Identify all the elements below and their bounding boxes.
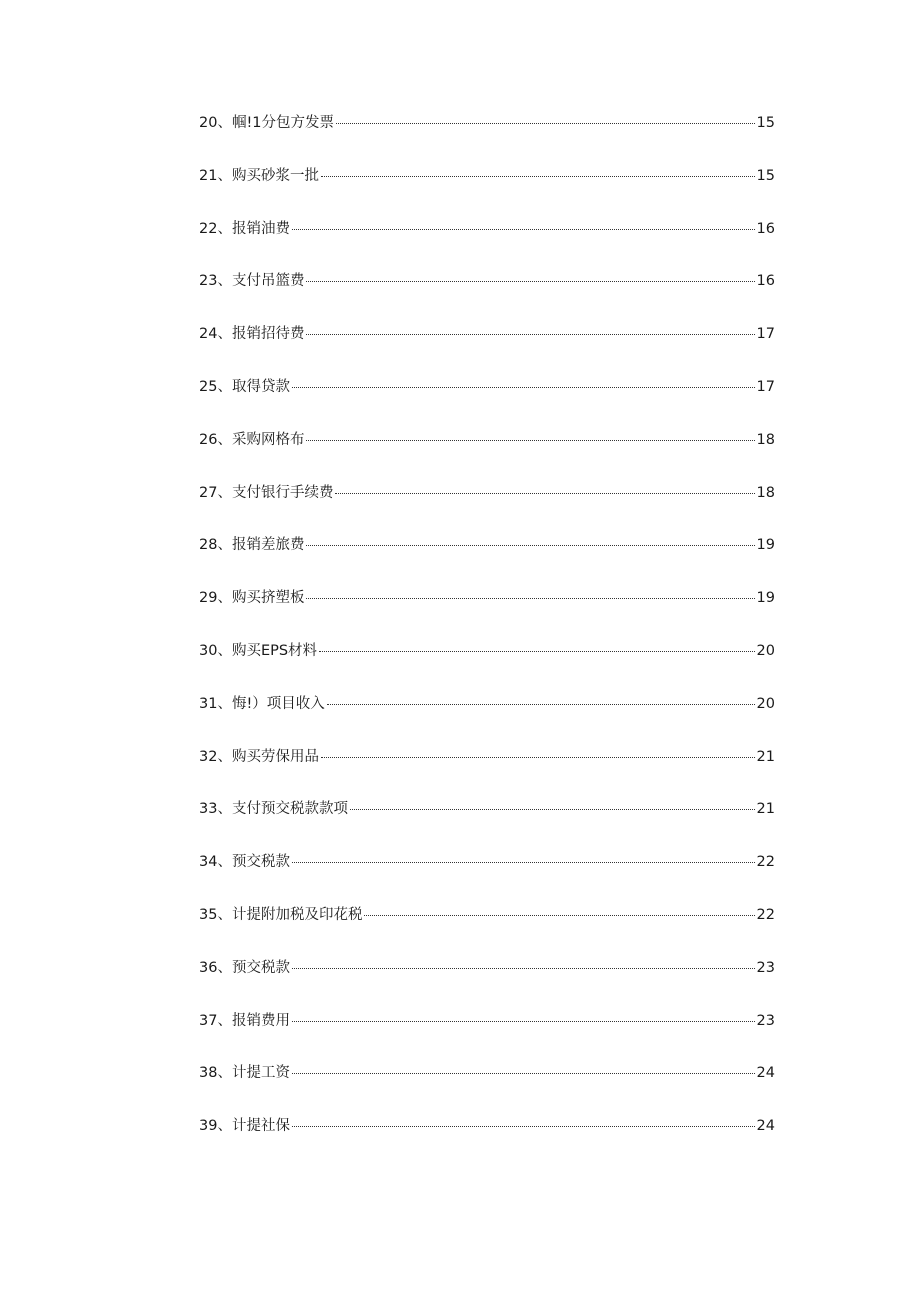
toc-entry-page: 17 xyxy=(756,326,775,343)
toc-entry[interactable] xyxy=(199,372,775,425)
toc-dot-leader xyxy=(292,387,755,388)
toc-entry-page: 18 xyxy=(756,431,775,448)
toc-entry-title: 32、购买劳保用品 xyxy=(199,748,319,765)
toc-entry-title: 34、预交税款 xyxy=(199,854,290,871)
toc-entry-title: 24、报销招待费 xyxy=(199,326,305,343)
toc-entry-title: 28、报销差旅费 xyxy=(199,537,305,554)
toc-entry-page: 15 xyxy=(756,115,775,131)
toc-dot-leader xyxy=(321,757,755,758)
toc-dot-leader xyxy=(292,1021,755,1022)
toc-entry[interactable] xyxy=(199,636,775,689)
toc-entry-page: 22 xyxy=(756,854,775,871)
toc-entry-title: 20、帼!1分包方发票 xyxy=(199,115,334,131)
toc-entry[interactable] xyxy=(199,1111,775,1164)
toc-entry-title: 35、计提附加税及印花税 xyxy=(199,906,363,923)
toc-dot-leader xyxy=(319,651,754,652)
toc-dot-leader xyxy=(350,809,755,810)
toc-entry[interactable] xyxy=(199,794,775,847)
toc-entry-title: 33、支付预交税款款项 xyxy=(199,801,348,818)
toc-entry-title: 21、购买砂浆一批 xyxy=(199,167,319,184)
toc-dot-leader xyxy=(292,968,755,969)
toc-entry-page: 16 xyxy=(756,220,775,237)
toc-entry[interactable] xyxy=(199,742,775,795)
toc-entry-page: 21 xyxy=(756,801,775,818)
toc-dot-leader xyxy=(306,281,754,282)
toc-dot-leader xyxy=(292,1126,755,1127)
toc-entry-page: 15 xyxy=(756,167,775,184)
toc-entry[interactable] xyxy=(199,319,775,372)
toc-entry[interactable] xyxy=(199,478,775,531)
toc-dot-leader xyxy=(306,334,754,335)
toc-dot-leader xyxy=(335,493,754,494)
toc-entry[interactable] xyxy=(199,530,775,583)
toc-entry[interactable] xyxy=(199,900,775,953)
toc-dot-leader xyxy=(306,440,754,441)
toc-entry-page: 24 xyxy=(756,1065,775,1082)
toc-entry-page: 20 xyxy=(756,695,775,712)
table-of-contents xyxy=(199,108,775,1164)
toc-entry[interactable] xyxy=(199,214,775,267)
toc-dot-leader xyxy=(292,862,755,863)
toc-entry-title: 37、报销费用 xyxy=(199,1012,290,1029)
toc-entry-page: 22 xyxy=(756,906,775,923)
toc-entry[interactable] xyxy=(199,266,775,319)
toc-entry-title: 39、计提社保 xyxy=(199,1118,290,1135)
toc-entry[interactable] xyxy=(199,425,775,478)
toc-entry[interactable] xyxy=(199,1058,775,1111)
toc-entry[interactable] xyxy=(199,108,775,161)
toc-entry-title: 38、计提工资 xyxy=(199,1065,290,1082)
toc-dot-leader xyxy=(306,598,754,599)
toc-entry-title: 23、支付吊篮费 xyxy=(199,273,305,290)
toc-dot-leader xyxy=(292,229,755,230)
toc-entry-title: 27、支付银行手续费 xyxy=(199,484,334,501)
toc-entry[interactable] xyxy=(199,689,775,742)
toc-entry[interactable] xyxy=(199,847,775,900)
toc-entry-page: 21 xyxy=(756,748,775,765)
toc-entry-page: 23 xyxy=(756,959,775,976)
toc-entry-title: 29、购买挤塑板 xyxy=(199,590,305,607)
toc-entry-title: 22、报销油费 xyxy=(199,220,290,237)
toc-dot-leader xyxy=(364,915,754,916)
toc-dot-leader xyxy=(292,1073,755,1074)
toc-entry-page: 18 xyxy=(756,484,775,501)
toc-entry[interactable] xyxy=(199,161,775,214)
toc-entry-title: 31、悔!）项目收入 xyxy=(199,695,325,712)
toc-entry-page: 17 xyxy=(756,378,775,395)
toc-entry-page: 20 xyxy=(756,642,775,659)
toc-entry-title: 30、购买EPS材料 xyxy=(199,642,318,659)
toc-dot-leader xyxy=(321,176,755,177)
toc-entry-page: 24 xyxy=(756,1118,775,1135)
toc-entry-page: 19 xyxy=(756,537,775,554)
toc-entry[interactable] xyxy=(199,1006,775,1059)
toc-entry-title: 26、采购网格布 xyxy=(199,431,305,448)
toc-entry-title: 36、预交税款 xyxy=(199,959,290,976)
toc-entry[interactable] xyxy=(199,583,775,636)
toc-entry[interactable] xyxy=(199,953,775,1006)
toc-entry-page: 19 xyxy=(756,590,775,607)
toc-dot-leader xyxy=(336,123,755,124)
toc-entry-page: 23 xyxy=(756,1012,775,1029)
toc-dot-leader xyxy=(327,704,755,705)
toc-dot-leader xyxy=(306,545,754,546)
toc-entry-page: 16 xyxy=(756,273,775,290)
toc-entry-title: 25、取得贷款 xyxy=(199,378,290,395)
